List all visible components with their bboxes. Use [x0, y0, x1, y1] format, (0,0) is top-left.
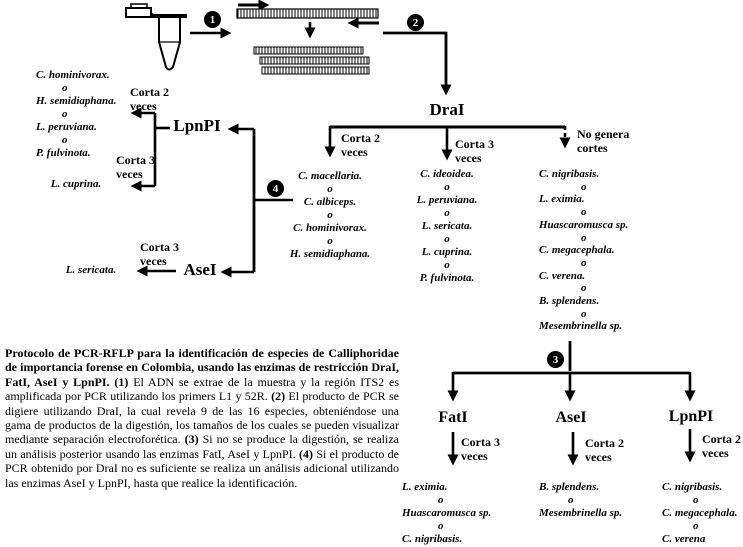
cut-label-fati-3: Corta 3 veces	[461, 435, 500, 463]
caption-bold-text: (2)	[271, 389, 286, 404]
or-separator: o	[438, 520, 444, 532]
species-item: C. albiceps.	[303, 196, 357, 208]
cut-label-drai-none: No genera cortes	[577, 127, 630, 155]
species-item: L. cuprina.	[50, 178, 102, 190]
species-item: C. ideoidea.	[420, 168, 474, 180]
species-list-drai-nocut	[539, 168, 661, 333]
step-2-badge: 2	[407, 14, 424, 31]
species-item: Huascaromusca sp.	[402, 507, 492, 519]
species-list-lpnpi-cut3	[40, 178, 112, 191]
species-list-fati	[402, 481, 522, 546]
species-item: P. fulvinota.	[419, 272, 475, 284]
caption-text: Si no se produce la digestión, se realiza un análisis posterior usando las enzimas FatI, AseI y LpnPI.	[5, 432, 399, 461]
tube-body	[159, 18, 180, 70]
cut-label-drai-3: Corta 3 veces	[455, 137, 494, 165]
cut-label-drai-2: Corta 2 veces	[341, 131, 380, 159]
caption-text: El ADN se extrae de la muestra y la región ITS2 es amplificada por PCR utilizando los primers L1 y 52R.	[5, 374, 399, 404]
species-item: C. hominivorax.	[36, 69, 110, 81]
species-list-asei-cut3	[56, 264, 126, 277]
figure-caption	[5, 346, 399, 490]
step-4-badge: 4	[267, 180, 284, 197]
or-separator: o	[581, 231, 587, 244]
cut-label-lpnpi-3: Corta 3 veces	[116, 153, 155, 181]
or-separator: o	[581, 180, 587, 193]
or-separator: o	[581, 307, 587, 320]
or-separator: o	[444, 259, 450, 271]
or-separator: o	[581, 256, 587, 269]
caption-bold-text: (1)	[114, 374, 129, 389]
species-item: H. semidiaphana.	[289, 248, 371, 260]
enzyme-label-fati: FatI	[438, 409, 468, 426]
or-separator: o	[327, 235, 333, 247]
cut-label-lpnpi-2: Corta 2 veces	[130, 85, 169, 113]
species-item: L. eximia.	[539, 193, 585, 206]
species-item: C. nigribasis.	[662, 481, 723, 493]
species-item: B. splendens.	[539, 295, 600, 308]
cut-label-asei-3: Corta 3 veces	[140, 240, 179, 268]
species-item: L. sericata.	[65, 264, 117, 276]
species-item: C. hominivorax.	[293, 222, 367, 234]
species-item: C. verena	[662, 533, 706, 545]
pcr-tube-icon	[126, 4, 187, 70]
species-item: P. fulvinota.	[36, 147, 91, 159]
or-separator: o	[327, 209, 333, 221]
step-3-badge: 3	[547, 351, 564, 368]
species-item: C. nigribasis.	[402, 533, 463, 545]
or-separator: o	[62, 134, 68, 146]
cut-label-lpnpi-2-bottom: Corta 2 veces	[702, 432, 741, 460]
caption-bold-text: Protocolo de PCR-RFLP para la identificación de especies de Calliphoridae de importancia forense en Colombia, usando las enzimas de restricción DraI, FatI, AseI y LpnPI.	[5, 346, 399, 389]
enzyme-label-asei: AseI	[183, 260, 217, 279]
caption-bold-text: (4)	[299, 446, 313, 461]
enzyme-label-asei-bottom: AseI	[555, 409, 587, 426]
species-item: L. cuprina.	[421, 246, 473, 258]
dna-template-with-primers-icon	[237, 5, 379, 23]
or-separator: o	[568, 494, 574, 506]
species-item: C. nigribasis.	[539, 168, 600, 180]
step2-connector	[383, 33, 446, 90]
caption-text: El producto de PCR se digiere utilizando DraI, la cual revela 9 de las 16 especies, obteniéndose una gama de productos de la digestión, los tamaños de los cuales se pueden visualizar mediante separación electroforética.	[5, 389, 399, 447]
species-list-drai-cut3	[391, 168, 503, 285]
species-item: B. splendens.	[539, 481, 600, 493]
dna-template-band	[237, 9, 378, 18]
species-item: L. peruviana.	[36, 121, 97, 133]
species-item: Huascaromusca sp.	[539, 218, 629, 231]
or-separator: o	[693, 520, 699, 532]
species-item: Mesembrinella sp.	[539, 507, 623, 519]
pcr-product-bands-icon	[254, 47, 369, 74]
species-item: C. verena.	[539, 269, 586, 282]
species-item: Mesembrinella sp.	[539, 320, 623, 333]
or-separator: o	[438, 494, 444, 506]
pcr-product-band	[254, 47, 363, 54]
caption-bold-text: (3)	[184, 432, 199, 447]
or-separator: o	[444, 181, 450, 193]
species-item: L. sericata.	[421, 220, 473, 232]
enzyme-label-lpnpi: LpnPI	[173, 116, 221, 135]
species-list-lpnpi-cut2	[36, 69, 146, 160]
or-separator: o	[444, 207, 450, 219]
cut-label-asei-2: Corta 2 veces	[585, 436, 624, 464]
tube-cap	[126, 8, 151, 17]
or-separator: o	[62, 82, 68, 94]
enzyme-label-drai: DraI	[429, 100, 465, 119]
species-item: C. megacephala.	[662, 507, 738, 519]
species-list-drai-cut2	[271, 170, 389, 261]
step-1-badge: 1	[204, 11, 221, 28]
species-item: C. megacephala.	[539, 244, 615, 257]
or-separator: o	[444, 233, 450, 245]
or-separator: o	[581, 282, 587, 295]
or-separator: o	[581, 206, 587, 219]
pcr-product-band	[260, 57, 369, 64]
or-separator: o	[693, 494, 699, 506]
caption-text: Si el producto de PCR obtenido por DraI no es suficiente se realiza un análisis adicional utilizando las enzimas AseI y LpnPI, hasta que realice la identificación.	[5, 446, 399, 490]
or-separator: o	[327, 183, 333, 195]
pcr-product-band	[262, 67, 369, 74]
species-list-lpnpi-bottom	[662, 481, 743, 546]
enzyme-label-lpnpi-bottom: LpnPI	[668, 408, 714, 425]
species-item: H. semidiaphana.	[36, 95, 117, 107]
species-list-asei-bottom	[539, 481, 659, 520]
or-separator: o	[62, 108, 68, 120]
species-item: L. eximia.	[402, 481, 448, 493]
species-item: L. peruviana.	[416, 194, 478, 206]
species-item: C. macellaria.	[298, 170, 362, 182]
